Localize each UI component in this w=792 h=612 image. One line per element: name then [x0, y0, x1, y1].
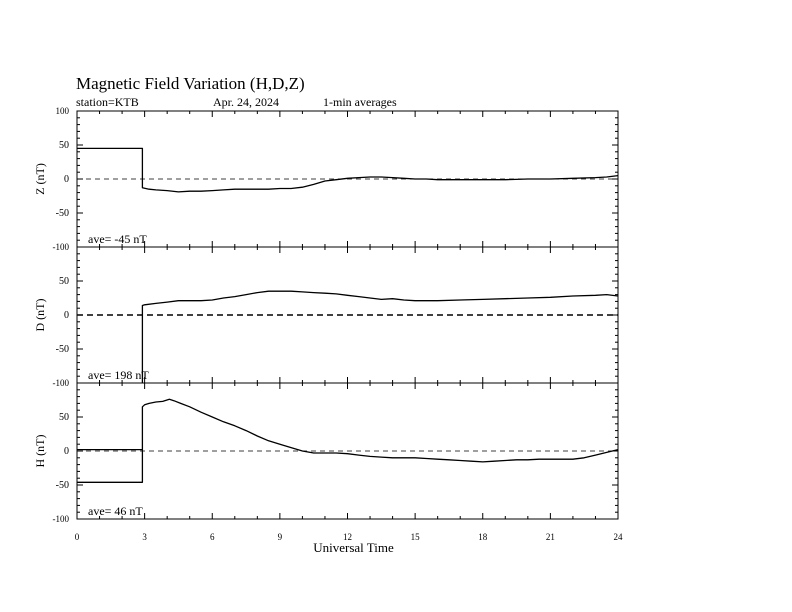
ytick-label-d: 0 — [64, 310, 69, 321]
chart-title: Magnetic Field Variation (H,D,Z) — [76, 74, 305, 93]
xtick-label: 12 — [343, 532, 352, 542]
xtick-label: 18 — [478, 532, 488, 542]
ytick-label-h: 0 — [64, 446, 69, 457]
station-label: station=KTB — [76, 95, 139, 109]
xtick-label: 0 — [74, 532, 80, 542]
ytick-label-z: -100 — [52, 242, 69, 252]
ytick-label-z: -50 — [55, 208, 69, 219]
series-line-z — [77, 148, 618, 192]
xtick-label: 21 — [545, 532, 555, 542]
ave-label-d: ave= 198 nT — [88, 368, 149, 382]
xtick-label: 6 — [210, 532, 215, 542]
series-line-h — [77, 399, 618, 482]
ytick-label-h: 50 — [59, 412, 69, 423]
ylabel-z: Z (nT) — [33, 163, 47, 195]
averaging-label: 1-min averages — [323, 95, 397, 109]
ytick-label-d: -100 — [52, 378, 69, 388]
ytick-label-h: -100 — [52, 514, 69, 524]
ave-label-h: ave= 46 nT — [88, 504, 143, 518]
series-line-d — [142, 291, 618, 383]
xtick-label: 15 — [410, 532, 420, 542]
ave-label-z: ave= -45 nT — [88, 232, 147, 246]
ytick-label-z: 100 — [55, 106, 69, 116]
ytick-label-h: -50 — [55, 480, 69, 491]
ylabel-d: D (nT) — [33, 298, 47, 332]
xtick-label: 9 — [277, 532, 283, 542]
ytick-label-z: 50 — [59, 140, 69, 151]
ytick-label-d: 50 — [59, 276, 69, 287]
ytick-label-d: -50 — [55, 344, 69, 355]
date-label: Apr. 24, 2024 — [213, 95, 279, 109]
xlabel: Universal Time — [313, 540, 394, 555]
xtick-label: 3 — [142, 532, 147, 542]
ytick-label-z: 0 — [64, 174, 69, 185]
xtick-label: 24 — [613, 532, 623, 542]
ylabel-h: H (nT) — [33, 434, 47, 468]
